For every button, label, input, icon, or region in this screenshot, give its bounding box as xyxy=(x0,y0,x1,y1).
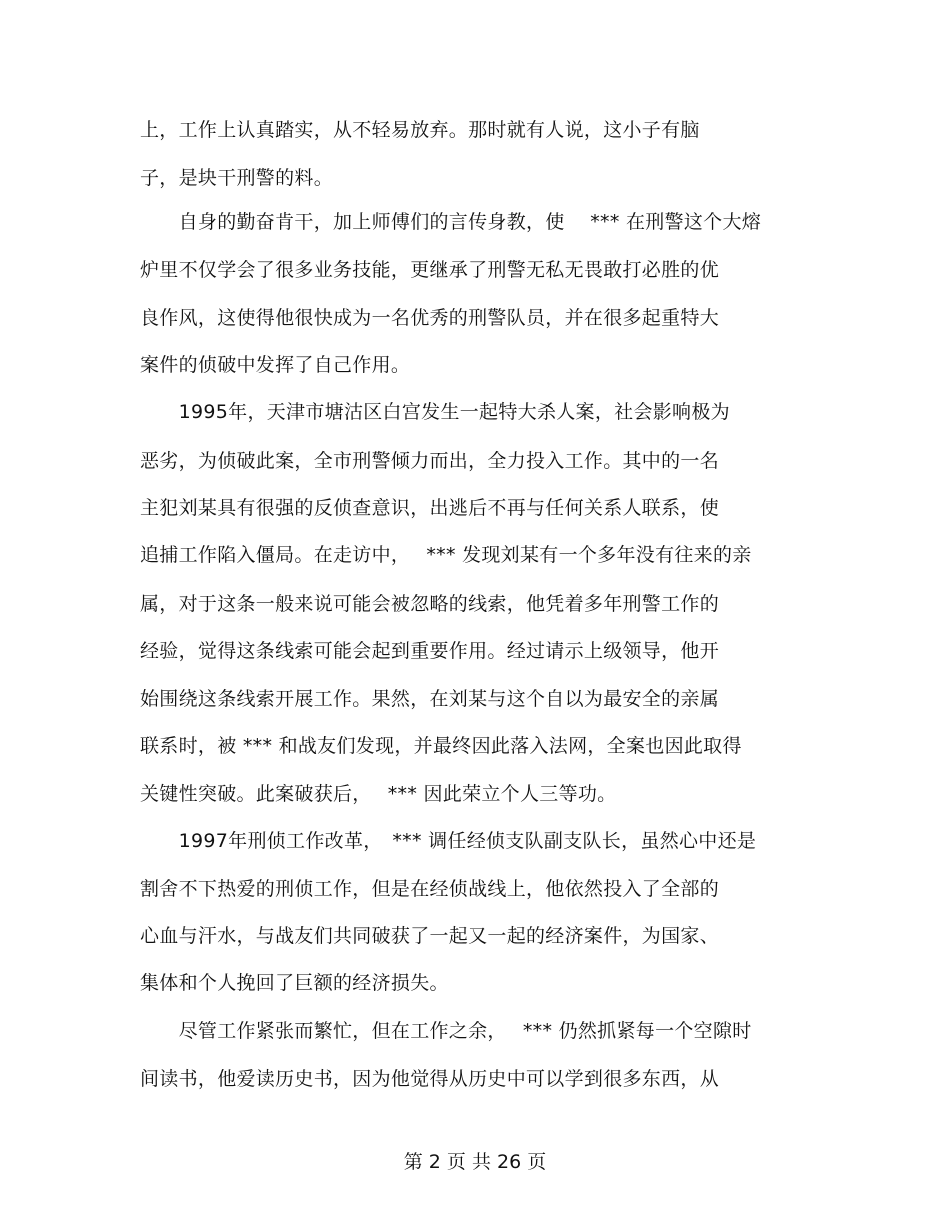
text-line: 尽管工作紧张而繁忙，但在工作之余， *** 仍然抓紧每一个空隙时 xyxy=(140,1020,752,1042)
text-line: 良作风，这使得他很快成为一名优秀的刑警队员，并在很多起重特大 xyxy=(140,307,720,329)
text-line: 始围绕这条线索开展工作。果然，在刘某与这个自以为最安全的亲属 xyxy=(140,688,720,710)
text-line: 关键性突破。此案破获后， *** 因此荣立个人三等功。 xyxy=(140,783,617,805)
text-line: 上，工作上认真踏实，从不轻易放弃。那时就有人说，这小子有脑 xyxy=(140,119,700,141)
text-line: 属，对于这条一般来说可能会被忽略的线索，他凭着多年刑警工作的 xyxy=(140,593,720,615)
text-line: 联系时，被 *** 和战友们发现，并最终因此落入法网，全案也因此取得 xyxy=(140,735,742,757)
text-line: 割舍不下热爱的刑侦工作，但是在经侦战线上，他依然投入了全部的 xyxy=(140,878,720,900)
text-line: 追捕工作陷入僵局。在走访中， *** 发现刘某有一个多年没有往来的亲 xyxy=(140,544,752,566)
text-line: 子，是块干刑警的料。 xyxy=(140,167,334,189)
text-line: 案件的侦破中发挥了自己作用。 xyxy=(140,354,411,376)
text-line: 1995年，天津市塘沽区白宫发生一起特大杀人案，社会影响极为 xyxy=(140,401,730,423)
text-line: 恶劣，为侦破此案，全市刑警倾力而出，全力投入工作。其中的一名 xyxy=(140,450,720,472)
text-line: 心血与汗水，与战友们共同破获了一起又一起的经济案件，为国家、 xyxy=(140,925,720,947)
page-number-footer: 第 2 页 共 26 页 xyxy=(403,1151,547,1173)
text-line: 炉里不仅学会了很多业务技能，更继承了刑警无私无畏敢打必胜的优 xyxy=(140,259,720,281)
text-line: 间读书，他爱读历史书，因为他觉得从历史中可以学到很多东西，从 xyxy=(140,1068,720,1090)
text-line: 1997年刑侦工作改革， *** 调任经侦支队副支队长，虽然心中还是 xyxy=(140,830,757,852)
text-line: 经验，觉得这条线索可能会起到重要作用。经过请示上级领导，他开 xyxy=(140,640,720,662)
text-line: 集体和个人挽回了巨额的经济损失。 xyxy=(140,972,449,994)
text-line: 自身的勤奋肯干，加上师傅们的言传身教，使 *** 在刑警这个大熔 xyxy=(140,211,762,233)
text-line: 主犯刘某具有很强的反侦查意识，出逃后不再与任何关系人联系，使 xyxy=(140,497,720,519)
